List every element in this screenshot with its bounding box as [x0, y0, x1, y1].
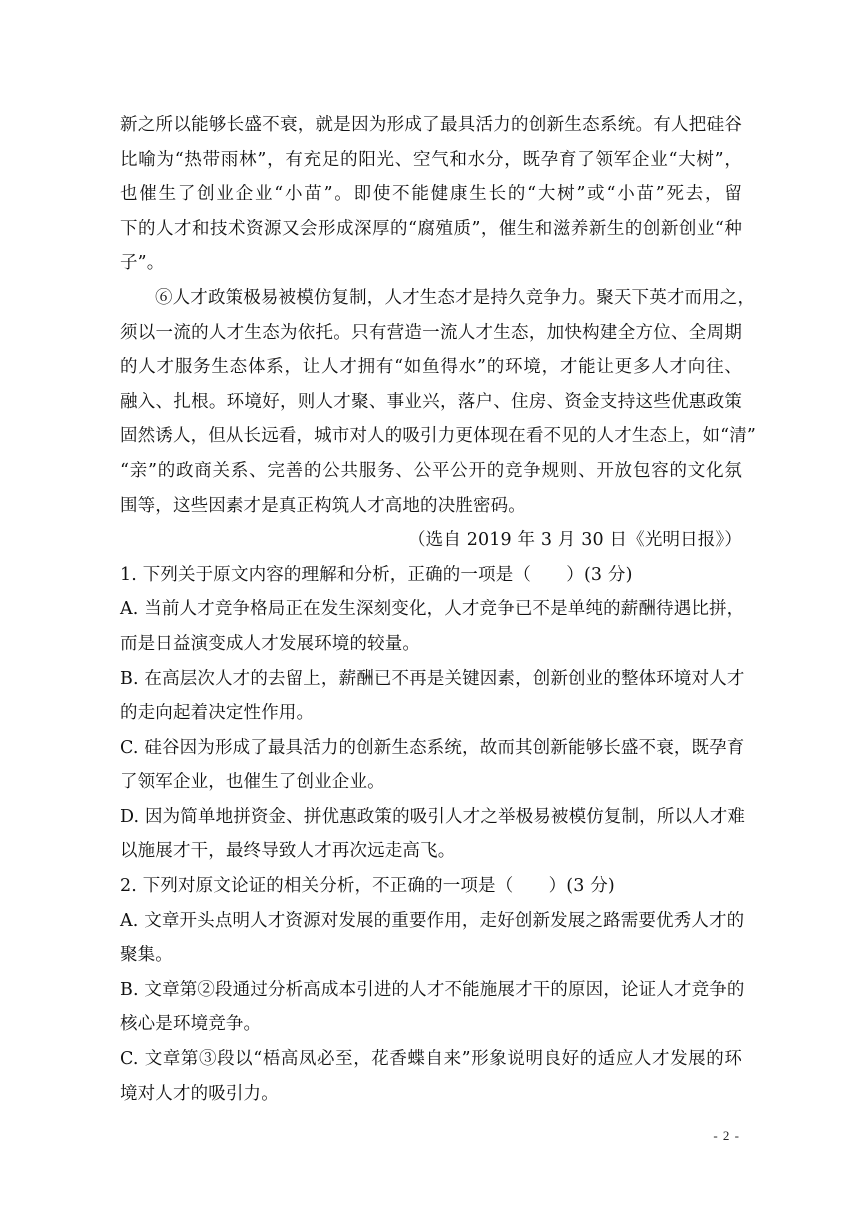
question-1-option-c: C. 硅谷因为形成了最具活力的创新生态系统，故而其创新能够长盛不衰，既孕育 [120, 737, 745, 758]
text-line: 固然诱人，但从长远看，城市对人的吸引力更体现在看不见的人才生态上，如“清” [120, 426, 756, 447]
document-body [120, 108, 756, 1111]
source-citation: （选自 2019 年 3 月 30 日《光明日报》） [408, 530, 742, 551]
question-2-option-b: B. 文章第②段通过分析高成本引进的人才不能施展才干的原因，论证人才竞争的 [120, 979, 745, 1000]
question-1-option-d: D. 因为简单地拼资金、拼优惠政策的吸引人才之举极易被模仿复制，所以人才难 [120, 806, 746, 827]
question-1-option-a: A. 当前人才竞争格局正在发生深刻变化，人才竞争已不是单纯的薪酬待遇比拼， [120, 599, 745, 620]
question-2-option-c: C. 文章第③段以“梧高凤必至，花香蝶自来”形象说明良好的适应人才发展的环 [120, 1049, 742, 1070]
text-line: 围等，这些因素才是真正构筑人才高地的决胜密码。 [120, 495, 526, 516]
text-line: 新之所以能够长盛不衰，就是因为形成了最具活力的创新生态系统。有人把硅谷 [120, 115, 742, 135]
question-2-stem: 2. 下列对原文论证的相关分析，不正确的一项是（ ）(3 分) [120, 876, 615, 897]
page-number: - 2 - [713, 1128, 740, 1143]
text-line: 比喻为“热带雨林”，有充足的阳光、空气和水分，既孕育了领军企业“大树”， [120, 149, 742, 170]
question-2-option-a: A. 文章开头点明人才资源对发展的重要作用，走好创新发展之路需要优秀人才的 [120, 910, 745, 931]
text-line: 下的人才和技术资源又会形成深厚的“腐殖质”，催生和滋养新生的创新创业“种 [120, 218, 742, 239]
question-1-option-a-cont: 而是日益演变成人才发展环境的较量。 [120, 633, 421, 654]
question-2-option-c-cont: 境对人才的吸引力。 [120, 1083, 279, 1104]
paragraph-6-start: ⑥人才政策极易被模仿复制，人才生态才是持久竞争力。聚天下英才而用之， [155, 287, 756, 308]
text-line: 须以一流的人才生态为依托。只有营造一流人才生态，加快构建全方位、全周期 [120, 322, 742, 343]
question-1-option-c-cont: 了领军企业，也催生了创业企业。 [120, 772, 385, 793]
text-line: 的人才服务生态体系，让人才拥有“如鱼得水”的环境，才能让更多人才向往、 [120, 357, 742, 378]
text-line: 融入、扎根。环境好，则人才聚、事业兴，落户、住房、资金支持这些优惠政策 [120, 391, 742, 412]
question-1-stem: 1. 下列关于原文内容的理解和分析，正确的一项是（ ）(3 分) [120, 564, 633, 585]
question-2-option-b-cont: 核心是环境竞争。 [120, 1014, 262, 1035]
question-1-option-d-cont: 以施展才干，最终导致人才再次远走高飞。 [120, 841, 456, 862]
question-2-option-a-cont: 聚集。 [120, 945, 173, 966]
text-line: 子”。 [120, 253, 165, 274]
text-line: “亲”的政商关系、完善的公共服务、公平公开的竞争规则、开放包容的文化氛 [120, 460, 742, 481]
text-line: 也催生了创业企业“小苗”。即使不能健康生长的“大树”或“小苗”死去，留 [120, 184, 742, 205]
question-1-option-b: B. 在高层次人才的去留上，薪酬已不再是关键因素，创新创业的整体环境对人才 [120, 668, 745, 689]
question-1-option-b-cont: 的走向起着决定性作用。 [120, 703, 315, 724]
